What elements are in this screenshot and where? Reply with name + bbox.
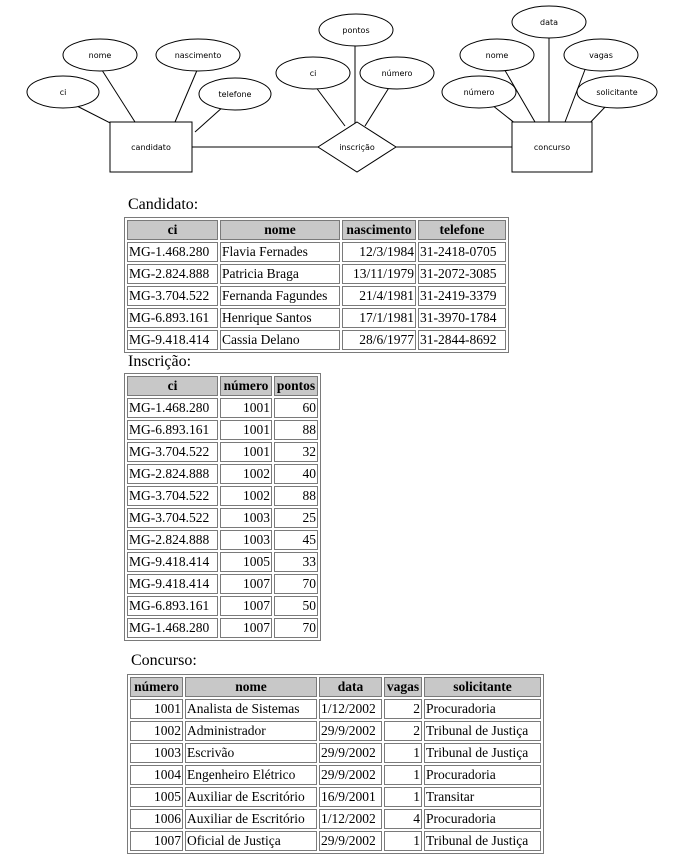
table-cell: 16/9/2001 (319, 787, 382, 807)
entity-concurso: concurso (533, 143, 571, 152)
table-row (127, 552, 318, 572)
table-cell: 1003 (220, 508, 272, 528)
er-diagram (0, 0, 682, 190)
table-cell: 29/9/2002 (319, 743, 382, 763)
table-cell: 29/9/2002 (319, 831, 382, 851)
col-numero: número (220, 376, 272, 396)
col-nome: nome (220, 220, 340, 240)
table-cell: Tribunal de Justiça (424, 831, 541, 851)
attr-concurso-solicitante: solicitante (596, 88, 638, 97)
attr-inscricao-pontos: pontos (342, 26, 370, 35)
attr-inscricao-ci: ci (309, 69, 317, 78)
table-row (127, 264, 506, 284)
table-cell: Auxiliar de Escritório (185, 809, 317, 829)
attr-concurso-data: data (539, 18, 559, 27)
table-cell: MG-2.824.888 (127, 464, 218, 484)
table-cell: Administrador (185, 721, 317, 741)
table-cell: MG-3.704.522 (127, 286, 218, 306)
table-cell: Procuradoria (424, 699, 541, 719)
table-cell: Analista de Sistemas (185, 699, 317, 719)
col-solicitante: solicitante (424, 677, 541, 697)
attr-concurso-numero: número (463, 88, 495, 97)
table-row (127, 574, 318, 594)
col-ci: ci (127, 376, 218, 396)
table-cell: 28/6/1977 (342, 330, 416, 350)
table-cell: 2 (384, 721, 422, 741)
table-cell: 88 (274, 486, 318, 506)
table-cell: 31-2418-0705 (418, 242, 506, 262)
table-cell: 1001 (220, 420, 272, 440)
col-numero: número (130, 677, 183, 697)
col-pontos: pontos (274, 376, 318, 396)
table-cell: MG-9.418.414 (127, 330, 218, 350)
table-cell: Escrivão (185, 743, 317, 763)
entity-candidato: candidato (131, 143, 171, 152)
col-nome: nome (185, 677, 317, 697)
table-row (130, 699, 541, 719)
table-cell: 1 (384, 787, 422, 807)
attr-candidato-ci: ci (59, 88, 67, 97)
table-cell: MG-3.704.522 (127, 508, 218, 528)
table-cell: MG-2.824.888 (127, 264, 218, 284)
table-cell: 1001 (220, 398, 272, 418)
table-row (130, 765, 541, 785)
col-telefone: telefone (418, 220, 506, 240)
table-row (130, 743, 541, 763)
table-cell: 1007 (220, 596, 272, 616)
table-cell: Patricia Braga (220, 264, 340, 284)
table-row (127, 398, 318, 418)
table-cell: 40 (274, 464, 318, 484)
attr-concurso-vagas: vagas (589, 51, 613, 60)
table-cell: 12/3/1984 (342, 242, 416, 262)
table-cell: 60 (274, 398, 318, 418)
table-cell: 31-3970-1784 (418, 308, 506, 328)
table-cell: 1007 (220, 574, 272, 594)
table-row (127, 486, 318, 506)
table-row (130, 787, 541, 807)
table-cell: MG-1.468.280 (127, 618, 218, 638)
table-cell: 45 (274, 530, 318, 550)
table-cell: 1007 (220, 618, 272, 638)
table-cell: MG-3.704.522 (127, 486, 218, 506)
col-ci: ci (127, 220, 218, 240)
table-cell: 1001 (220, 442, 272, 462)
table-cell: 32 (274, 442, 318, 462)
table-cell: 17/1/1981 (342, 308, 416, 328)
table-row (127, 530, 318, 550)
table-cell: MG-3.704.522 (127, 442, 218, 462)
inscricao-title: Inscrição: (128, 353, 192, 370)
table-cell: 1007 (130, 831, 183, 851)
table-cell: Engenheiro Elétrico (185, 765, 317, 785)
table-cell: Henrique Santos (220, 308, 340, 328)
table-row (130, 831, 541, 851)
table-row (127, 618, 318, 638)
candidato-title: Candidato: (128, 196, 199, 213)
col-vagas: vagas (384, 677, 422, 697)
table-cell: 29/9/2002 (319, 721, 382, 741)
table-cell: Transitar (424, 787, 541, 807)
table-cell: 1004 (130, 765, 183, 785)
table-cell: 31-2844-8692 (418, 330, 506, 350)
table-cell: 70 (274, 618, 318, 638)
table-row (127, 308, 506, 328)
table-cell: 1006 (130, 809, 183, 829)
table-cell: MG-6.893.161 (127, 308, 218, 328)
table-cell: MG-2.824.888 (127, 530, 218, 550)
table-row (127, 420, 318, 440)
table-row (127, 464, 318, 484)
table-cell: MG-1.468.280 (127, 242, 218, 262)
table-cell: 21/4/1981 (342, 286, 416, 306)
table-cell: Oficial de Justiça (185, 831, 317, 851)
table-row (130, 809, 541, 829)
table-cell: 88 (274, 420, 318, 440)
table-cell: Cassia Delano (220, 330, 340, 350)
table-cell: 4 (384, 809, 422, 829)
table-cell: 31-2072-3085 (418, 264, 506, 284)
table-cell: 29/9/2002 (319, 765, 382, 785)
table-cell: 2 (384, 699, 422, 719)
table-row (127, 330, 506, 350)
col-data: data (319, 677, 382, 697)
table-cell: 1 (384, 765, 422, 785)
table-cell: MG-6.893.161 (127, 596, 218, 616)
table-cell: Auxiliar de Escritório (185, 787, 317, 807)
table-cell: 1/12/2002 (319, 699, 382, 719)
table-cell: 1/12/2002 (319, 809, 382, 829)
table-cell: Flavia Fernades (220, 242, 340, 262)
table-cell: MG-6.893.161 (127, 420, 218, 440)
table-row (127, 242, 506, 262)
table-cell: MG-1.468.280 (127, 398, 218, 418)
table-cell: 33 (274, 552, 318, 572)
concurso-title: Concurso: (131, 652, 197, 669)
table-cell: MG-9.418.414 (127, 574, 218, 594)
table-cell: 1005 (220, 552, 272, 572)
table-cell: 70 (274, 574, 318, 594)
table-cell: Procuradoria (424, 765, 541, 785)
table-row (127, 596, 318, 616)
table-cell: 1003 (220, 530, 272, 550)
col-nascimento: nascimento (342, 220, 416, 240)
table-cell: 50 (274, 596, 318, 616)
table-cell: 1003 (130, 743, 183, 763)
table-row (127, 442, 318, 462)
attr-candidato-telefone: telefone (218, 90, 252, 99)
table-cell: 1002 (220, 486, 272, 506)
attr-candidato-nome: nome (88, 51, 112, 60)
relationship-inscricao: inscrição (339, 143, 375, 152)
attr-concurso-nome: nome (485, 51, 509, 60)
table-row (127, 286, 506, 306)
attr-candidato-nascimento: nascimento (174, 51, 222, 60)
table-cell: MG-9.418.414 (127, 552, 218, 572)
table-row (127, 508, 318, 528)
table-cell: 13/11/1979 (342, 264, 416, 284)
table-cell: 1005 (130, 787, 183, 807)
table-cell: 1002 (220, 464, 272, 484)
table-cell: 1001 (130, 699, 183, 719)
concurso-table (127, 674, 544, 854)
attr-inscricao-numero: número (381, 69, 413, 78)
table-cell: 1002 (130, 721, 183, 741)
table-cell: Procuradoria (424, 809, 541, 829)
table-cell: 31-2419-3379 (418, 286, 506, 306)
table-cell: Fernanda Fagundes (220, 286, 340, 306)
table-cell: Tribunal de Justiça (424, 721, 541, 741)
table-cell: 1 (384, 831, 422, 851)
table-cell: Tribunal de Justiça (424, 743, 541, 763)
inscricao-table (124, 373, 321, 641)
table-cell: 25 (274, 508, 318, 528)
table-cell: 1 (384, 743, 422, 763)
candidato-table (124, 217, 509, 353)
table-row (130, 721, 541, 741)
